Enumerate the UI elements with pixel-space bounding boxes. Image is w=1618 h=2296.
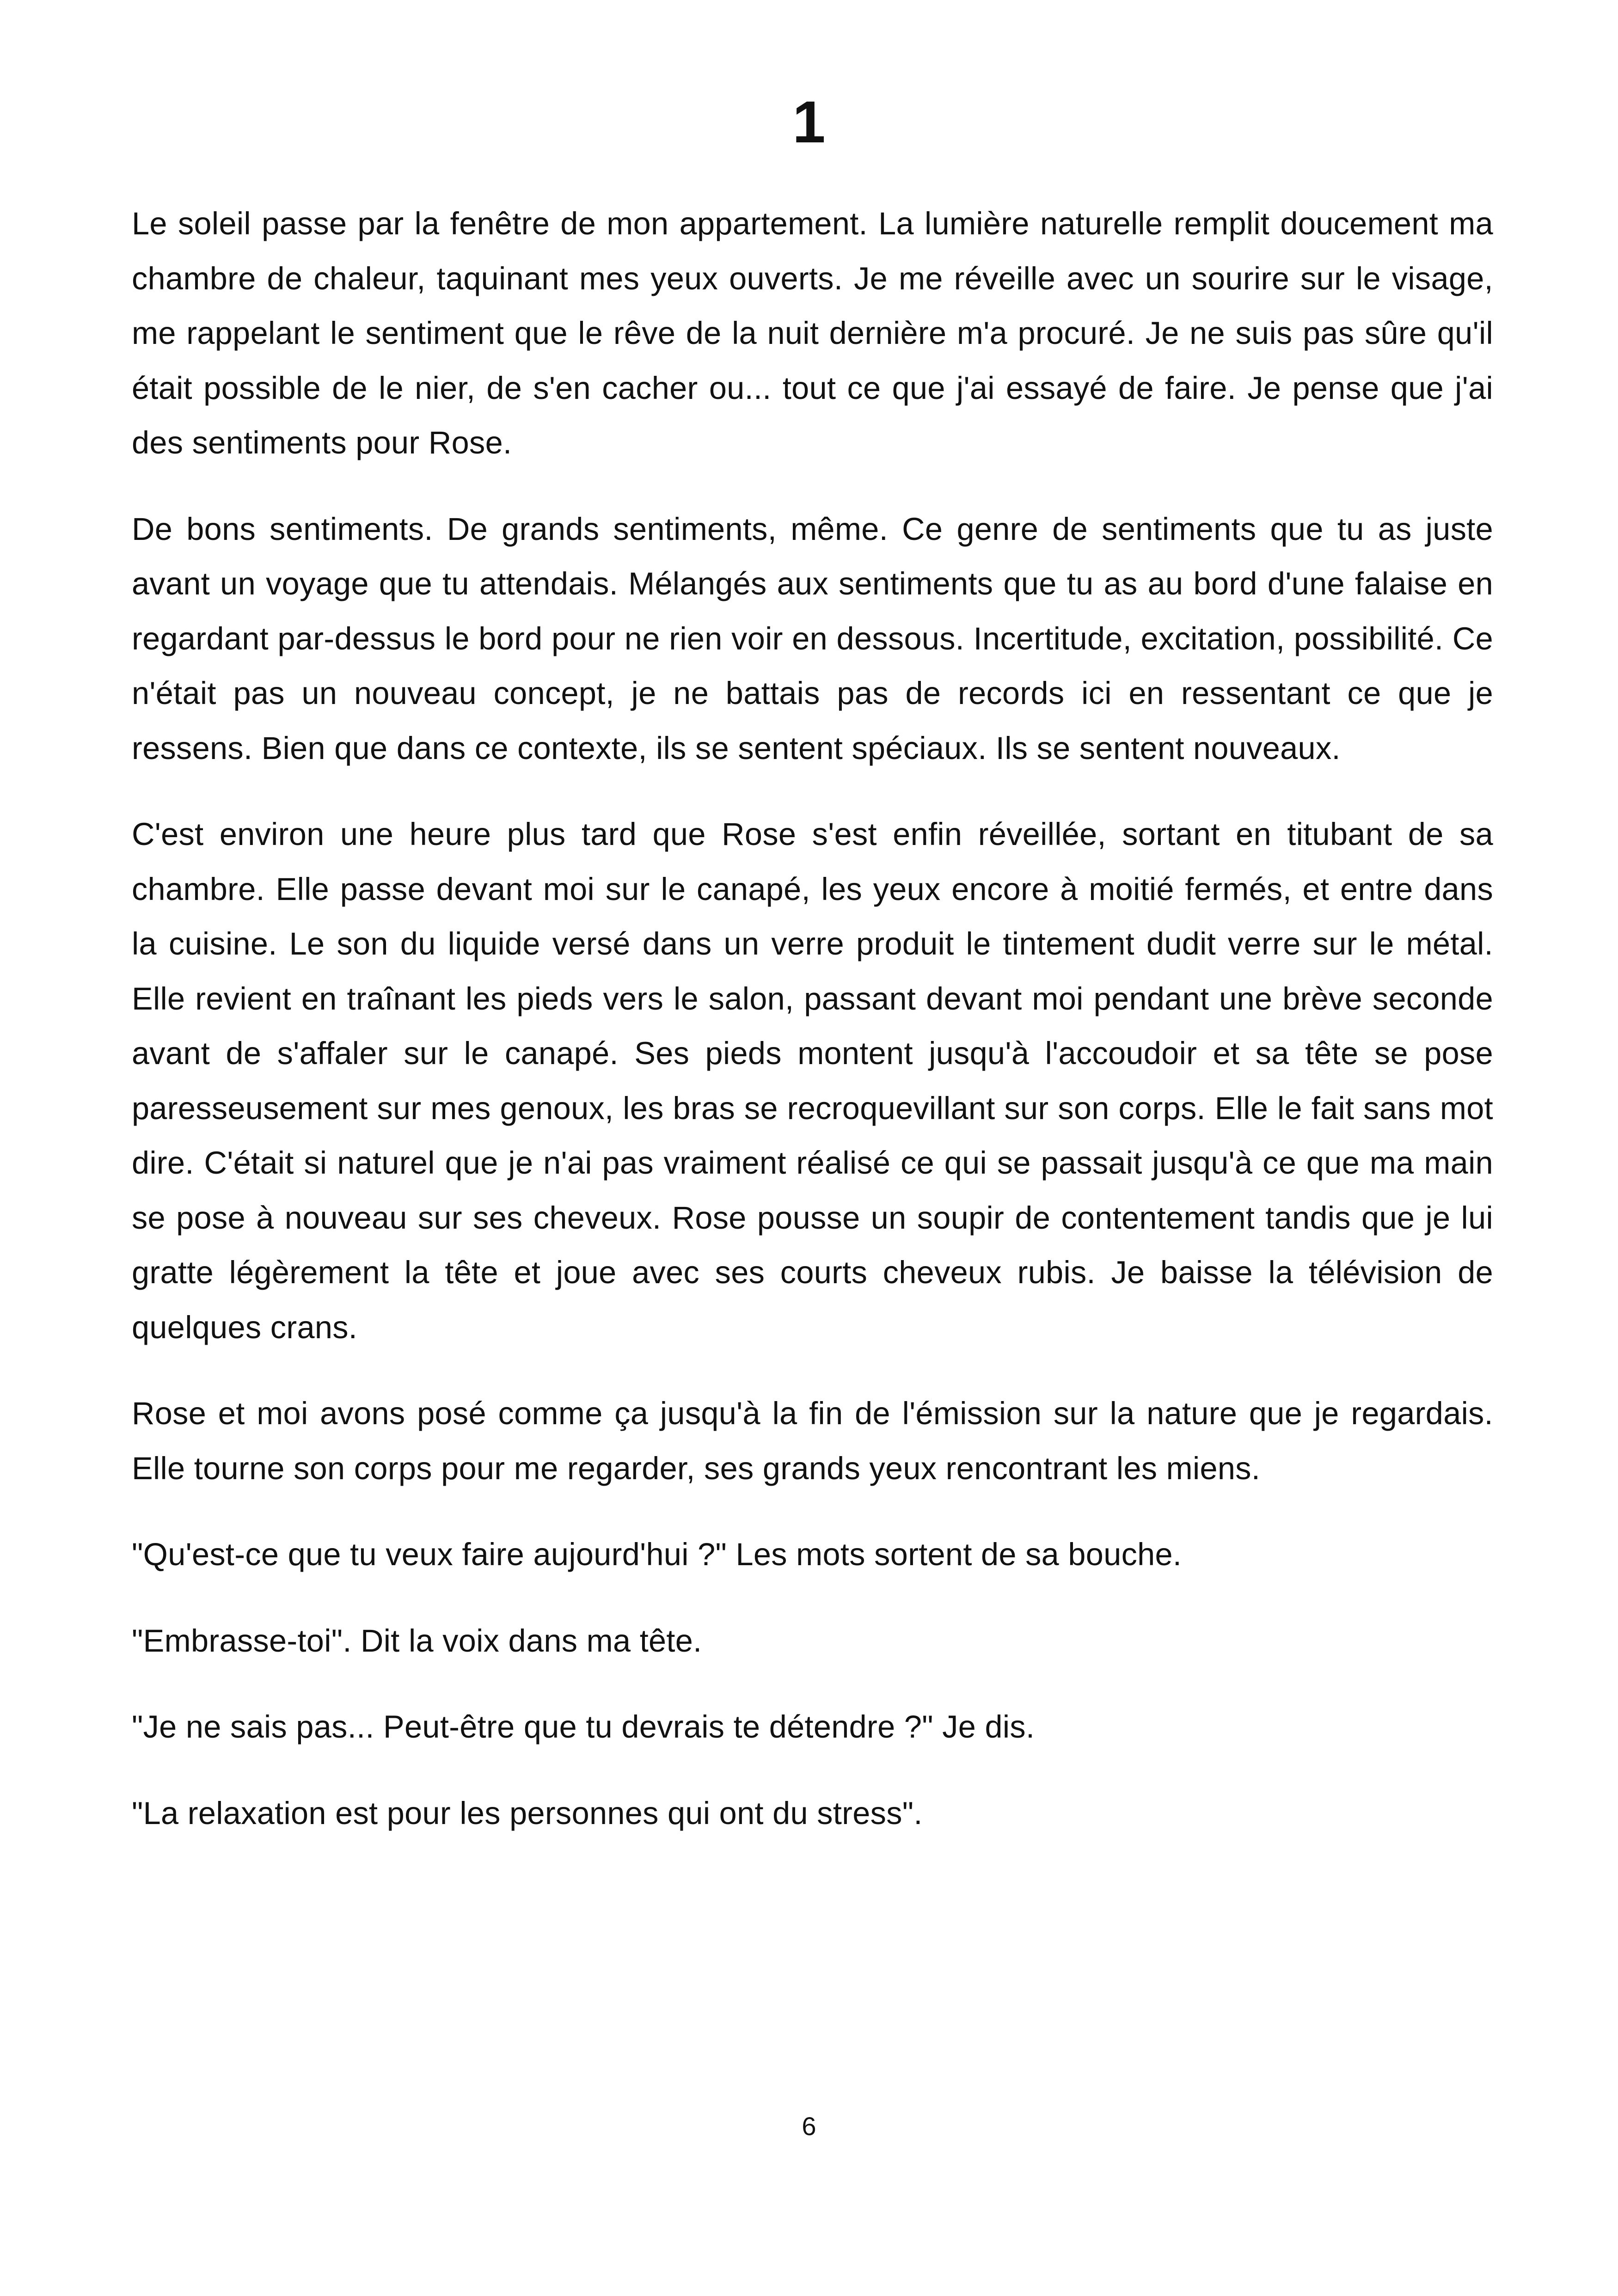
paragraph-3: C'est environ une heure plus tard que Rose s'est enfin réveillée, sortant en titubant de sa chambre. Elle passe devant moi sur le canapé, les yeux encore à moitié fermés, et entre dans la cuisine. Le son du liquide versé dans un verre produit le tintement dudit verre sur le métal. Elle revient en traînant les pieds vers le salon, passant devant moi pendant une brève seconde avant de s'affaler sur le canapé. Ses pieds montent jusqu'à l'accoudoir et sa tête se pose paresseusement sur mes genoux, les bras se recroquevillant sur son corps. Elle le fait sans mot dire. C'était si naturel que je n'ai pas vraiment réalisé ce qui se passait jusqu'à ce que ma main se pose à nouveau sur ses cheveux. Rose pousse un soupir de contentement tandis que je lui gratte légèrement la tête et joue avec ses courts cheveux rubis. Je baisse la télévision de quelques crans. xyxy=(132,816,1493,1345)
page-number: 6 xyxy=(802,2112,816,2141)
dialogue-line-4: "La relaxation est pour les personnes qui ont du stress". xyxy=(132,1795,923,1831)
dialogue-line-1: "Qu'est-ce que tu veux faire aujourd'hui ?" Les mots sortent de sa bouche. xyxy=(132,1537,1182,1572)
chapter-title: 1 xyxy=(792,89,826,155)
paragraph-2: De bons sentiments. De grands sentiments, même. Ce genre de sentiments que tu as juste avant un voyage que tu attendais. Mélangés aux sentiments que tu as au bord d'une falaise en regardant par-dessus le bord pour ne rien voir en dessous. Incertitude, excitation, possibilité. Ce n'était pas un nouveau concept, je ne battais pas de records ici en ressentant ce que je ressens. Bien que dans ce contexte, ils se sentent spéciaux. Ils se sentent nouveaux. xyxy=(132,511,1493,766)
dialogue-line-2: "Embrasse-toi". Dit la voix dans ma tête. xyxy=(132,1623,702,1659)
paragraph-4: Rose et moi avons posé comme ça jusqu'à la fin de l'émission sur la nature que je regardais. Elle tourne son corps pour me regarder, ses grands yeux rencontrant les miens. xyxy=(132,1396,1493,1486)
text-body xyxy=(132,196,1493,1872)
dialogue-line-3: "Je ne sais pas... Peut-être que tu devrais te détendre ?" Je dis. xyxy=(132,1709,1035,1745)
paragraph-1: Le soleil passe par la fenêtre de mon appartement. La lumière naturelle remplit doucement ma chambre de chaleur, taquinant mes yeux ouverts. Je me réveille avec un sourire sur le visage, me rappelant le sentiment que le rêve de la nuit dernière m'a procuré. Je ne suis pas sûre qu'il était possible de le nier, de s'en cacher ou... tout ce que j'ai essayé de faire. Je pense que j'ai des sentiments pour Rose. xyxy=(132,206,1493,460)
